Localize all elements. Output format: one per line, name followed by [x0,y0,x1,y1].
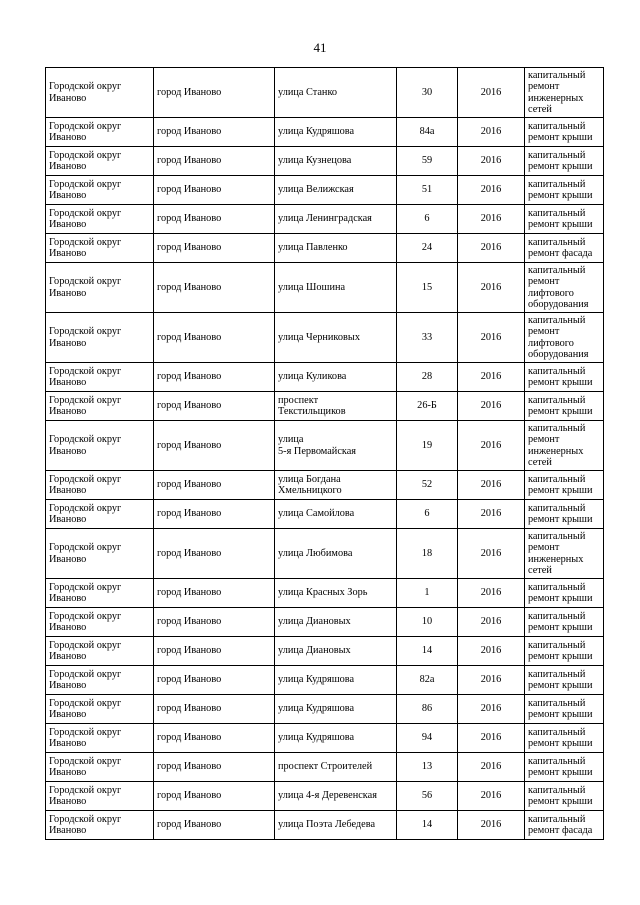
table-row [46,500,604,529]
cell-work-type-line: ремонт [528,542,560,554]
cell-work-type-line: ремонт крыши [528,651,593,662]
cell-municipal-district-line: Иваново [49,680,87,691]
cell-municipal-district-line: Городской округ [49,365,122,377]
cell-settlement: город Иваново [154,147,275,176]
table-row [46,579,604,608]
cell-house-number: 18 [397,529,458,579]
cell-house-number: 82а [397,666,458,695]
cell-settlement: город Иваново [154,313,275,363]
cell-house-number: 33 [397,313,458,363]
cell-settlement: город Иваново [154,695,275,724]
cell-municipal-district-line: Иваново [49,553,87,565]
cell-municipal-district [46,811,154,840]
cell-settlement: город Иваново [154,205,275,234]
cell-street [275,68,397,118]
cell-work-type [525,205,604,234]
table-row [46,392,604,421]
table-row [46,666,604,695]
cell-work-type-line: ремонт крыши [528,709,593,720]
cell-work-type-line: капитальный [528,365,586,377]
cell-street-line: улица Самойлова [278,508,355,520]
cell-municipal-district-line: Иваново [49,651,87,662]
cell-house-number: 59 [397,147,458,176]
cell-year: 2016 [458,392,525,421]
cell-settlement: город Иваново [154,471,275,500]
cell-settlement: город Иваново [154,782,275,811]
cell-work-type [525,579,604,608]
cell-municipal-district [46,695,154,724]
cell-municipal-district-line: Иваново [49,161,87,172]
page-number: 41 [313,40,327,55]
cell-house-number: 56 [397,782,458,811]
cell-street-line: улица Павленко [278,242,348,254]
cell-municipal-district [46,392,154,421]
cell-work-type-line: ремонт крыши [528,514,593,525]
cell-settlement: город Иваново [154,263,275,313]
cell-street-line: улица Поэта Лебедева [278,819,376,831]
cell-settlement: город Иваново [154,637,275,666]
cell-house-number: 94 [397,724,458,753]
cell-work-type-line: ремонт крыши [528,377,593,388]
cell-work-type [525,68,604,118]
cell-municipal-district-line: Иваново [49,593,87,604]
cell-house-number: 15 [397,263,458,313]
cell-work-type [525,421,604,471]
cell-settlement: город Иваново [154,68,275,118]
cell-municipal-district [46,234,154,263]
cell-work-type-line: лифтового [528,337,574,349]
cell-municipal-district-line: Иваново [49,287,87,299]
cell-settlement: город Иваново [154,666,275,695]
cell-municipal-district-line: Городской округ [49,542,122,554]
cell-work-type [525,176,604,205]
cell-house-number: 51 [397,176,458,205]
cell-year: 2016 [458,608,525,637]
cell-work-type [525,695,604,724]
cell-street [275,666,397,695]
cell-house-number: 19 [397,421,458,471]
cell-street [275,753,397,782]
cell-street [275,205,397,234]
cell-work-type [525,666,604,695]
cell-year: 2016 [458,695,525,724]
table-row [46,811,604,840]
cell-street-line: Текстильщиков [278,406,346,417]
cell-street [275,782,397,811]
cell-year: 2016 [458,579,525,608]
cell-work-type [525,263,604,313]
cell-work-type-line: ремонт крыши [528,767,593,778]
cell-municipal-district-line: Городской округ [49,394,122,406]
cell-municipal-district [46,263,154,313]
cell-work-type-line: капитальный [528,265,586,277]
cell-street-line: улица Станко [278,86,338,98]
cell-work-type-line: капитальный [528,315,586,327]
cell-work-type-line: ремонт [528,81,560,93]
cell-municipal-district-line: Иваново [49,622,87,633]
cell-work-type [525,529,604,579]
cell-house-number: 86 [397,695,458,724]
table-row [46,782,604,811]
table-row [46,421,604,471]
cell-work-type-line: ремонт крыши [528,485,593,496]
cell-municipal-district-line: Иваново [49,485,87,496]
table-row [46,176,604,205]
cell-work-type-line: ремонт фасада [528,248,593,259]
cell-work-type-line: капитальный [528,502,586,514]
cell-work-type-line: капитальный [528,178,586,190]
cell-street [275,579,397,608]
cell-municipal-district-line: Иваново [49,514,87,525]
cell-work-type-line: оборудования [528,298,589,310]
cell-work-type-line: ремонт крыши [528,219,593,230]
cell-street-line: 5-я Первомайская [278,445,357,457]
cell-municipal-district-line: Иваново [49,248,87,259]
cell-municipal-district-line: Иваново [49,337,87,349]
cell-street [275,695,397,724]
cell-work-type-line: ремонт крыши [528,190,593,201]
cell-work-type-line: сетей [528,103,552,115]
cell-street-line: улица Кудряшова [278,703,355,715]
cell-work-type-line: ремонт крыши [528,622,593,633]
cell-street [275,471,397,500]
cell-work-type-line: ремонт крыши [528,132,593,143]
cell-work-type-line: сетей [528,564,552,576]
cell-street-line: Хмельницкого [278,485,342,496]
cell-settlement: город Иваново [154,608,275,637]
cell-house-number: 6 [397,500,458,529]
cell-work-type [525,782,604,811]
cell-year: 2016 [458,471,525,500]
cell-municipal-district-line: Иваново [49,132,87,143]
table-body [46,68,604,840]
cell-municipal-district-line: Иваново [49,445,87,457]
cell-municipal-district [46,421,154,471]
cell-year: 2016 [458,263,525,313]
cell-settlement: город Иваново [154,392,275,421]
cell-street [275,421,397,471]
cell-work-type-line: ремонт фасада [528,825,593,836]
cell-street [275,637,397,666]
cell-street [275,811,397,840]
cell-street [275,118,397,147]
cell-municipal-district-line: Городской округ [49,120,122,132]
cell-year: 2016 [458,68,525,118]
cell-municipal-district-line: Городской округ [49,178,122,190]
cell-work-type-line: капитальный [528,236,586,248]
table-row [46,263,604,313]
cell-municipal-district-line: Городской округ [49,149,122,161]
cell-municipal-district-line: Иваново [49,92,87,104]
cell-work-type-line: капитальный [528,784,586,796]
table-row [46,68,604,118]
cell-municipal-district [46,782,154,811]
cell-municipal-district [46,68,154,118]
table-row [46,147,604,176]
cell-settlement: город Иваново [154,811,275,840]
table-row [46,529,604,579]
cell-work-type-line: ремонт крыши [528,796,593,807]
cell-house-number: 10 [397,608,458,637]
cell-street-line: улица Ленинградская [278,213,372,225]
table-row [46,118,604,147]
cell-work-type-line: инженерных [528,445,584,457]
cell-street-line: улица [278,434,304,446]
cell-year: 2016 [458,118,525,147]
cell-year: 2016 [458,421,525,471]
cell-municipal-district-line: Иваново [49,709,87,720]
cell-street-line: улица Велижская [278,184,354,196]
cell-work-type-line: инженерных [528,553,584,565]
cell-municipal-district-line: Городской округ [49,276,122,288]
cell-municipal-district-line: Городской округ [49,726,122,738]
cell-municipal-district-line: Иваново [49,406,87,417]
cell-work-type-line: капитальный [528,639,586,651]
cell-street-line: проспект Строителей [278,761,373,773]
cell-work-type [525,234,604,263]
cell-street [275,176,397,205]
cell-settlement: город Иваново [154,500,275,529]
cell-municipal-district [46,608,154,637]
cell-work-type-line: капитальный [528,726,586,738]
cell-municipal-district [46,637,154,666]
cell-municipal-district-line: Иваново [49,796,87,807]
cell-work-type [525,637,604,666]
cell-work-type-line: капитальный [528,394,586,406]
cell-work-type-line: капитальный [528,120,586,132]
cell-street [275,147,397,176]
cell-work-type-line: ремонт крыши [528,593,593,604]
cell-work-type-line: капитальный [528,473,586,485]
cell-municipal-district-line: Городской округ [49,502,122,514]
cell-house-number: 30 [397,68,458,118]
cell-street-line: улица Любимова [278,547,353,559]
cell-year: 2016 [458,782,525,811]
cell-house-number: 28 [397,363,458,392]
cell-work-type-line: инженерных [528,92,584,104]
cell-year: 2016 [458,811,525,840]
table-row [46,608,604,637]
cell-municipal-district-line: Городской округ [49,207,122,219]
cell-work-type-line: капитальный [528,207,586,219]
cell-house-number: 6 [397,205,458,234]
cell-work-type-line: ремонт крыши [528,680,593,691]
cell-work-type-line: капитальный [528,423,586,435]
cell-work-type-line: капитальный [528,581,586,593]
cell-municipal-district [46,147,154,176]
cell-work-type-line: ремонт [528,276,560,288]
cell-street-line: улица Диановых [278,616,351,628]
cell-street [275,608,397,637]
cell-year: 2016 [458,529,525,579]
cell-street-line: улица Богдана [278,473,341,485]
cell-municipal-district-line: Иваново [49,825,87,836]
cell-municipal-district [46,118,154,147]
cell-municipal-district [46,529,154,579]
cell-year: 2016 [458,205,525,234]
cell-house-number: 84а [397,118,458,147]
cell-work-type-line: капитальный [528,813,586,825]
cell-street [275,392,397,421]
cell-work-type-line: ремонт крыши [528,161,593,172]
cell-street [275,263,397,313]
cell-work-type-line: ремонт [528,326,560,338]
cell-street-line: улица Кудряшова [278,674,355,686]
housing-repair-table [45,67,604,840]
table-row [46,363,604,392]
cell-work-type [525,147,604,176]
cell-street-line: улица Шошина [278,281,346,293]
cell-year: 2016 [458,176,525,205]
cell-work-type [525,471,604,500]
cell-year: 2016 [458,724,525,753]
table-row [46,234,604,263]
table-row [46,637,604,666]
cell-street-line: улица Кудряшова [278,126,355,138]
cell-house-number: 13 [397,753,458,782]
cell-municipal-district [46,471,154,500]
cell-street-line: улица Куликова [278,371,347,383]
table-row [46,313,604,363]
cell-municipal-district [46,753,154,782]
cell-street-line: улица Черниковых [278,331,360,343]
cell-municipal-district-line: Иваново [49,738,87,749]
cell-street-line: улица Диановых [278,645,351,657]
cell-street [275,724,397,753]
cell-street [275,313,397,363]
cell-municipal-district [46,205,154,234]
cell-street-line: улица Кузнецова [278,155,352,167]
cell-year: 2016 [458,666,525,695]
cell-street-line: улица Красных Зорь [278,587,368,599]
table-row [46,695,604,724]
cell-work-type [525,753,604,782]
cell-street [275,234,397,263]
cell-settlement: город Иваново [154,363,275,392]
cell-settlement: город Иваново [154,529,275,579]
cell-municipal-district-line: Городской округ [49,755,122,767]
cell-settlement: город Иваново [154,234,275,263]
cell-year: 2016 [458,363,525,392]
table-row [46,753,604,782]
cell-work-type-line: ремонт крыши [528,738,593,749]
cell-street-line: улица 4-я Деревенская [278,790,377,802]
cell-municipal-district [46,724,154,753]
cell-work-type-line: оборудования [528,348,589,360]
cell-municipal-district-line: Иваново [49,190,87,201]
cell-settlement: город Иваново [154,118,275,147]
table-row [46,471,604,500]
cell-municipal-district-line: Городской округ [49,473,122,485]
cell-settlement: город Иваново [154,579,275,608]
cell-street [275,529,397,579]
cell-work-type [525,608,604,637]
cell-work-type [525,118,604,147]
cell-work-type-line: капитальный [528,755,586,767]
cell-year: 2016 [458,147,525,176]
cell-work-type-line: сетей [528,456,552,468]
cell-settlement: город Иваново [154,753,275,782]
cell-work-type-line: ремонт [528,434,560,446]
cell-year: 2016 [458,753,525,782]
cell-work-type [525,313,604,363]
cell-work-type [525,724,604,753]
cell-work-type [525,392,604,421]
table-row [46,724,604,753]
cell-settlement: город Иваново [154,176,275,205]
cell-municipal-district-line: Городской округ [49,697,122,709]
cell-street [275,500,397,529]
cell-municipal-district [46,500,154,529]
cell-municipal-district-line: Городской округ [49,81,122,93]
cell-municipal-district-line: Городской округ [49,610,122,622]
cell-work-type-line: капитальный [528,610,586,622]
cell-work-type-line: ремонт крыши [528,406,593,417]
cell-municipal-district-line: Городской округ [49,668,122,680]
cell-street [275,363,397,392]
cell-municipal-district [46,176,154,205]
cell-municipal-district-line: Иваново [49,767,87,778]
cell-municipal-district [46,313,154,363]
cell-house-number: 24 [397,234,458,263]
cell-municipal-district [46,579,154,608]
cell-year: 2016 [458,313,525,363]
cell-year: 2016 [458,234,525,263]
cell-work-type [525,363,604,392]
cell-work-type [525,500,604,529]
cell-work-type-line: лифтового [528,287,574,299]
cell-house-number: 1 [397,579,458,608]
cell-settlement: город Иваново [154,421,275,471]
cell-house-number: 26-Б [397,392,458,421]
cell-municipal-district-line: Городской округ [49,236,122,248]
cell-municipal-district-line: Иваново [49,377,87,388]
cell-house-number: 52 [397,471,458,500]
cell-municipal-district-line: Городской округ [49,326,122,338]
cell-municipal-district-line: Городской округ [49,813,122,825]
cell-work-type-line: капитальный [528,149,586,161]
table-row [46,205,604,234]
cell-house-number: 14 [397,637,458,666]
cell-municipal-district-line: Городской округ [49,581,122,593]
cell-municipal-district-line: Городской округ [49,434,122,446]
cell-street-line: проспект [278,394,319,406]
cell-work-type-line: капитальный [528,70,586,82]
cell-house-number: 14 [397,811,458,840]
cell-municipal-district-line: Городской округ [49,784,122,796]
cell-street-line: улица Кудряшова [278,732,355,744]
cell-municipal-district [46,666,154,695]
cell-work-type-line: капитальный [528,697,586,709]
cell-municipal-district-line: Городской округ [49,639,122,651]
cell-year: 2016 [458,500,525,529]
cell-work-type [525,811,604,840]
cell-settlement: город Иваново [154,724,275,753]
cell-municipal-district-line: Иваново [49,219,87,230]
cell-work-type-line: капитальный [528,668,586,680]
cell-work-type-line: капитальный [528,531,586,543]
cell-municipal-district [46,363,154,392]
cell-year: 2016 [458,637,525,666]
